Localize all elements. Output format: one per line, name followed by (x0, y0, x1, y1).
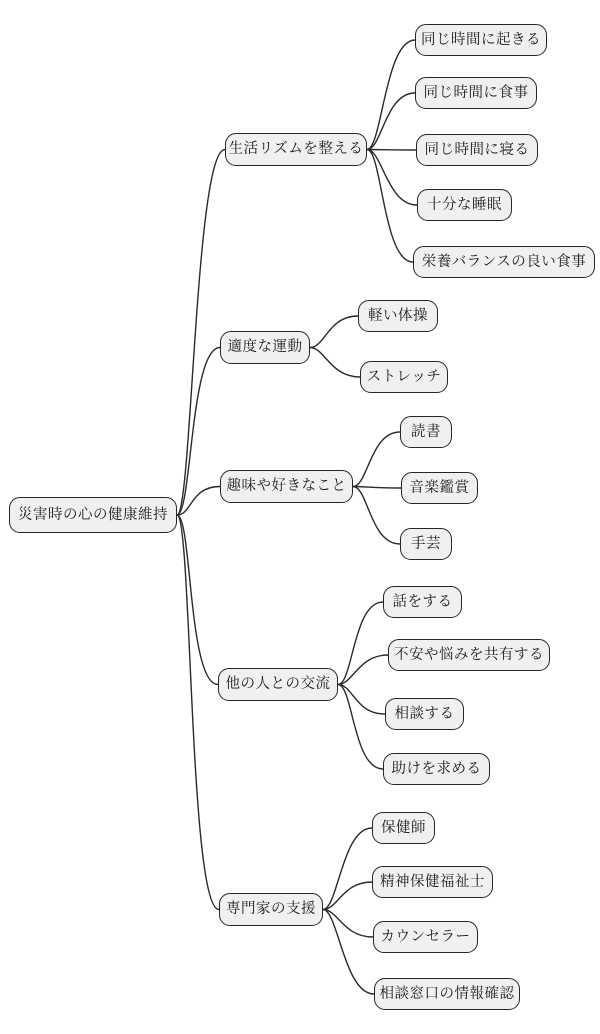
mindmap-leaf-node-2-2: 手芸 (400, 528, 452, 560)
mindmap-leaf-node-3-3: 助けを求める (383, 753, 490, 785)
mindmap-link (353, 487, 401, 489)
mindmap-root-node: 災害時の心の健康維持 (9, 497, 177, 533)
mindmap-link (323, 910, 373, 938)
mindmap-link (310, 348, 360, 378)
mindmap-link (367, 150, 417, 206)
mindmap-leaf-node-0-1: 同じ時間に食事 (415, 77, 537, 109)
mindmap-link (338, 655, 388, 685)
mindmap-leaf-node-1-0: 軽い体操 (358, 300, 438, 332)
mindmap-leaf-node-1-1: ストレッチ (360, 361, 448, 393)
mindmap-leaf-node-0-3: 十分な睡眠 (417, 189, 512, 221)
mindmap-branch-node-4: 専門家の支援 (219, 893, 323, 926)
mindmap-leaf-node-3-0: 話をする (383, 586, 462, 618)
mindmap-link (310, 316, 358, 348)
mindmap-leaf-node-3-1: 不安や悩みを共有する (388, 639, 550, 671)
mindmap-leaf-node-2-1: 音楽鑑賞 (401, 472, 478, 504)
mindmap-link (367, 150, 416, 151)
mindmap-link (353, 432, 400, 487)
mindmap-branch-node-3: 他の人との交流 (218, 668, 338, 701)
mindmap-branch-node-2: 趣味や好きなこと (220, 470, 353, 503)
mindmap-branch-node-0: 生活リズムを整える (225, 133, 367, 166)
mindmap-link (323, 828, 372, 910)
mindmap-link (338, 685, 383, 770)
mindmap-link (338, 685, 385, 715)
mindmap-link (177, 150, 225, 516)
mindmap-leaf-node-2-0: 読書 (400, 416, 452, 448)
mindmap-link (323, 910, 374, 995)
mindmap-link (177, 515, 219, 910)
mindmap-leaf-node-4-0: 保健師 (372, 812, 435, 844)
mindmap-link (353, 487, 400, 545)
mindmap-link (367, 150, 413, 263)
mindmap-leaf-node-4-2: カウンセラー (373, 921, 478, 953)
mindmap-link (338, 602, 383, 685)
mindmap-leaf-node-0-4: 栄養バランスの良い食事 (413, 246, 595, 278)
mindmap-leaf-node-3-2: 相談する (385, 698, 464, 730)
mindmap-leaf-node-4-1: 精神保健福祉士 (372, 866, 493, 898)
mindmap-link (323, 882, 372, 910)
mindmap-leaf-node-4-3: 相談窓口の情報確認 (374, 978, 520, 1010)
mindmap-leaf-node-0-0: 同じ時間に起きる (415, 24, 547, 56)
mindmap-leaf-node-0-2: 同じ時間に寝る (416, 134, 538, 166)
mindmap-branch-node-1: 適度な運動 (220, 331, 310, 364)
